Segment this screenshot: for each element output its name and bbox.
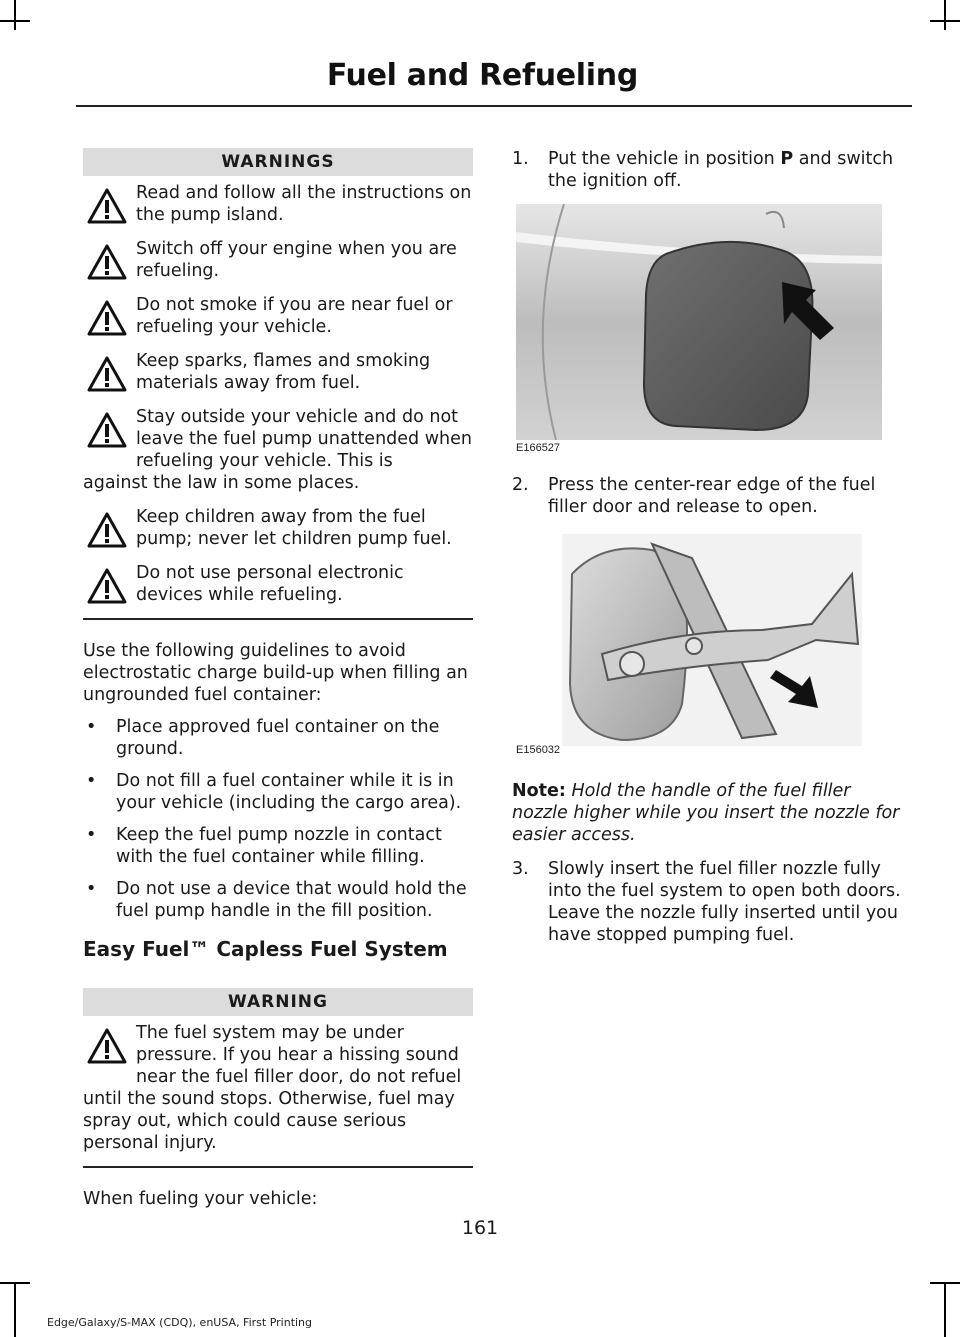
figure-code: E166527 xyxy=(516,442,561,454)
crop-mark xyxy=(0,20,30,22)
warning-item xyxy=(83,238,473,282)
bullet-marker: • xyxy=(86,771,97,791)
step-number: 2. xyxy=(512,475,529,495)
section-heading: Easy Fuel™ Capless Fuel System xyxy=(83,937,448,961)
page-title: Fuel and Refueling xyxy=(326,58,638,93)
warning-rest: leave the fuel pump unattended when refueling your vehicle. This is xyxy=(136,429,472,471)
warning-heading: WARNING xyxy=(83,988,473,1016)
crop-mark xyxy=(944,0,946,30)
warning-item xyxy=(83,562,473,606)
warning-rest: pump; never let children pump fuel. xyxy=(136,529,452,549)
warning-text xyxy=(83,350,473,394)
crop-mark xyxy=(14,0,16,30)
left-column xyxy=(83,148,473,1210)
fuel-door-illustration xyxy=(516,204,882,440)
warning-item xyxy=(83,182,473,226)
header-divider xyxy=(76,105,912,107)
guidelines-intro: Use the following guidelines to avoid electrostatic charge build-up when filling an ungrounded fuel container: xyxy=(83,641,468,705)
bullet-text: Keep the fuel pump nozzle in contact with the fuel container while filling. xyxy=(116,825,442,867)
list-item xyxy=(83,878,473,922)
warning-rest: on the pump island. xyxy=(136,183,472,225)
crop-mark xyxy=(14,1282,16,1337)
warning-item xyxy=(83,350,473,394)
warning-line: Keep sparks, flames and smoking xyxy=(136,351,431,371)
bullet-text: Do not fill a fuel container while it is in your vehicle (including the cargo area). xyxy=(116,771,462,813)
warning-text xyxy=(83,294,473,338)
step-text: Press the center-rear edge of the fuel filler door and release to open. xyxy=(548,475,876,517)
warning-text-continued: until the sound stops. Otherwise, fuel may spray out, which could cause serious personal injury. xyxy=(83,1089,455,1153)
warning-rest: materials away from fuel. xyxy=(136,373,361,393)
warnings-heading: WARNINGS xyxy=(83,148,473,176)
bullet-marker: • xyxy=(86,717,97,737)
warning-line: Stay outside your vehicle and do not xyxy=(136,407,459,427)
warning-item xyxy=(83,506,473,550)
warning-line: Read and follow all the instructions xyxy=(136,183,444,203)
step-1 xyxy=(512,148,908,192)
list-item xyxy=(83,716,473,760)
crop-mark xyxy=(0,1282,30,1284)
guidelines-list xyxy=(83,716,473,922)
bullet-text: Place approved fuel container on the ground. xyxy=(116,717,440,759)
step-3 xyxy=(512,858,908,946)
bullet-text: Do not use a device that would hold the fuel pump handle in the fill position. xyxy=(116,879,467,921)
figure-code: E156032 xyxy=(516,744,561,756)
warning-rest: devices while refueling. xyxy=(136,585,343,605)
warnings-list xyxy=(83,182,473,606)
warning-triangle-icon xyxy=(87,300,127,336)
warning-line: Do not use personal electronic xyxy=(136,563,404,583)
warning-text xyxy=(83,406,473,472)
warning-item xyxy=(83,294,473,338)
step-number: 3. xyxy=(512,859,529,879)
when-fueling-text: When fueling your vehicle: xyxy=(83,1189,318,1209)
warning-triangle-icon xyxy=(87,412,127,448)
crop-mark xyxy=(930,20,960,22)
warning-text xyxy=(83,506,473,550)
warning-text xyxy=(83,182,473,226)
warning-item xyxy=(83,406,473,494)
warning-item xyxy=(83,1022,473,1154)
step-2 xyxy=(512,474,908,518)
figure-nozzle xyxy=(512,534,908,760)
right-column xyxy=(512,148,908,946)
warning-triangle-icon xyxy=(87,188,127,224)
warning-line: Switch off your engine when you are xyxy=(136,239,457,259)
warning-triangle-icon xyxy=(87,1028,127,1064)
bullet-marker: • xyxy=(86,879,97,899)
warning-text: The fuel system may be under pressure. If you hear a hissing sound near the fuel filler door, do not refuel xyxy=(136,1023,462,1087)
warning-triangle-icon xyxy=(87,244,127,280)
warning-triangle-icon xyxy=(87,356,127,392)
footer-text: Edge/Galaxy/S-MAX (CDQ), enUSA, First Printing xyxy=(47,1316,313,1329)
step-bold: P xyxy=(780,149,794,169)
warning-triangle-icon xyxy=(87,512,127,548)
warning-triangle-icon xyxy=(87,568,127,604)
note xyxy=(512,780,908,846)
note-label: Note: xyxy=(512,781,566,801)
warning-text-continued: against the law in some places. xyxy=(83,473,360,493)
list-item xyxy=(83,770,473,814)
warning-line: Do not smoke if you are near fuel or xyxy=(136,295,453,315)
warning-text xyxy=(83,238,473,282)
step-text: Put the vehicle in position xyxy=(548,149,781,169)
step-number: 1. xyxy=(512,149,529,169)
step-text-after: and switch the ignition off. xyxy=(548,149,894,191)
list-item xyxy=(83,824,473,868)
step-text: Slowly insert the fuel filler nozzle fully into the fuel system to open both doors. Leave the nozzle fully inserted until you have stopped pumping fuel. xyxy=(548,859,901,945)
note-text: Hold the handle of the fuel filler nozzle higher while you insert the nozzle for easier access. xyxy=(512,781,900,845)
bullet-marker: • xyxy=(86,825,97,845)
page-number: 161 xyxy=(461,1217,499,1239)
warning-rest: refueling. xyxy=(136,261,220,281)
warning-text xyxy=(83,562,473,606)
crop-mark xyxy=(930,1282,960,1284)
warning-end-rule xyxy=(83,1166,473,1168)
warning-rest: refueling your vehicle. xyxy=(136,317,332,337)
fuel-nozzle-illustration xyxy=(562,534,862,746)
warning-line: Keep children away from the fuel xyxy=(136,507,426,527)
figure-fuel-door xyxy=(512,204,908,456)
crop-mark xyxy=(944,1282,946,1337)
warnings-end-rule xyxy=(83,618,473,620)
